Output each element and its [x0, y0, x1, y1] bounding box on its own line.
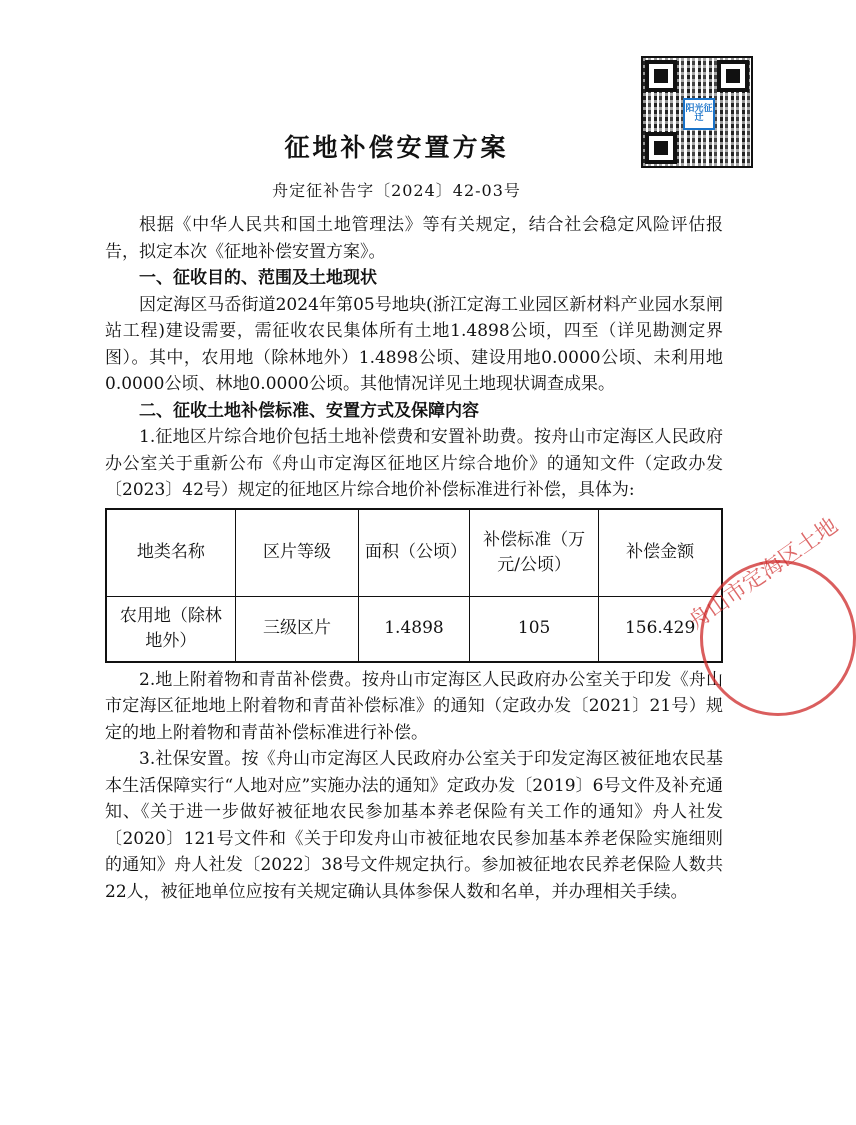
intro-paragraph: 根据《中华人民共和国土地管理法》等有关规定，结合社会稳定风险评估报告，拟定本次《征地补偿安置方案》。 [105, 215, 723, 262]
item-2-paragraph: 2.地上附着物和青苗补偿费。按舟山市定海区人民政府办公室关于印发《舟山市定海区征地地上附着物和青苗补偿标准》的通知（定政办发〔2021〕21号）规定的地上附着物和青苗补偿标准进行补偿。 [105, 669, 723, 743]
cell-land-type: 农用地（除林地外） [106, 596, 235, 662]
document-number: 舟定征补告字〔2024〕42-03号 [272, 181, 521, 200]
header-land-type: 地类名称 [106, 509, 235, 597]
seal-text: 舟山市定海区土地 [684, 513, 843, 635]
section-1-heading: 一、征收目的、范围及土地现状 [139, 268, 377, 288]
section-2-heading: 二、征收土地补偿标准、安置方式及保障内容 [139, 400, 479, 421]
item-3-paragraph: 3.社保安置。按《舟山市定海区人民政府办公室关于印发定海区被征地农民基本生活保障实行“人地对应”实施办法的通知》定政办发〔2019〕6号文件及补充通知、《关于进一步做好被征地农民参加基本养老保险有关工作的通知》舟人社发〔2020〕121号文件和《关于印发舟山市被征地农民参加基本养老保险实施细则的通知》舟人社发〔2022〕38号文件规定执行。参加被征地农民养老保险人数共22人，被征地单位应按有关规定确认具体参保人数和名单，并办理相关手续。 [105, 749, 723, 902]
header-area: 面积（公顷） [359, 509, 470, 597]
item-1-paragraph: 1.征地区片综合地价包括土地补偿费和安置补助费。按舟山市定海区人民政府办公室关于重新公布《舟山市定海区征地区片综合地价》的通知文件（定政办发〔2023〕42号）规定的征地区片综合地价补偿标准进行补偿，具体为: [105, 427, 723, 500]
header-standard: 补偿标准（万元/公顷） [469, 509, 598, 597]
official-seal [684, 513, 856, 716]
section-1-paragraph: 因定海区马岙街道2024年第05号地块(浙江定海工业园区新材料产业园水泵闸站工程)建设需要，需征收农民集体所有土地1.4898公顷，四至（详见勘测定界图）。其中，农用地（除林地外）1.4898公顷、建设用地0.0000公顷、未利用地0.0000公顷、林地0.0000公顷。其他情况详见土地现状调查成果。 [105, 294, 723, 394]
qr-finder-top-left [645, 60, 677, 92]
qr-finder-top-right [717, 60, 749, 92]
qr-logo: 阳光征迁 [683, 98, 715, 130]
cell-zone-grade: 三级区片 [235, 596, 358, 662]
cell-amount: 156.429 [599, 596, 722, 662]
table-row [106, 596, 722, 662]
header-zone-grade: 区片等级 [235, 509, 358, 597]
compensation-table [105, 508, 723, 663]
table-header-row [106, 509, 722, 597]
cell-area: 1.4898 [359, 596, 470, 662]
document-body [105, 212, 723, 905]
document-title: 征地补偿安置方案 [284, 133, 509, 162]
header-amount: 补偿金额 [599, 509, 722, 597]
cell-standard: 105 [469, 596, 598, 662]
